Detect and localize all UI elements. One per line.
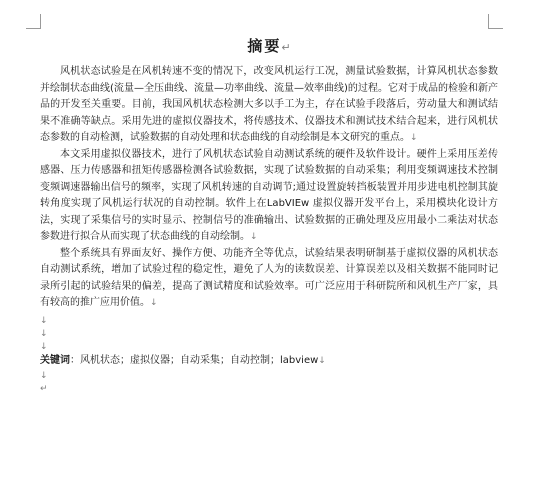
line-break-mark-icon: ↓ <box>318 355 326 366</box>
abstract-paragraph-3: 整个系统具有界面友好、操作方便、功能齐全等优点，试验结果表明研制基于虚拟仪器的风机状态自动测试系统，增加了试验过程的稳定性，避免了人为的读数误差、计算误差以及相关数据不能同时记录所引起的试验结果的偏差，提高了测试精度和试验效率。可广泛应用于科研院所和风机生产厂家，具有较高的推广应用价值。↓ <box>40 247 498 308</box>
empty-line <box>40 327 498 340</box>
keywords-label: 关键词 <box>40 354 70 366</box>
line-break-mark-icon: ↓ <box>40 315 48 326</box>
empty-line <box>40 369 498 382</box>
line-break-mark-icon: ↓ <box>40 328 48 339</box>
line-break-mark-icon: ↓ <box>250 232 258 242</box>
paragraph-mark-icon: ↵ <box>40 383 48 394</box>
empty-line <box>40 314 498 327</box>
abstract-paragraph-1: 风机状态试验是在风机转速不变的情况下，改变风机运行工况，测量试验数据，计算风机状态参数并绘制状态曲线(流量—全压曲线、流量—功率曲线、流量—效率曲线)的过程。它对于成品的检验和新产品的开发至关重要。目前，我国风机状态检测大多以手工为主，存在试验手段落后，劳动量大和测试结果不准确等缺点。采用先进的虚拟仪器技术，将传感技术、仪器技术和测试技术结合起来，进行风机状态参数的自动检测，试验数据的自动处理和状态曲线的自动绘制是本文研究的重点。↓ <box>40 66 498 143</box>
empty-line <box>40 382 498 395</box>
abstract-paragraph-2: 本文采用虚拟仪器技术，进行了风机状态试验自动测试系统的硬件及软件设计。硬件上采用压差传感器、压力传感器和扭矩传感器检测各试验数据，实现了试验数据的自动采集；利用变频调速技术控制变频调速器输出信号的频率，实现了风机转速的自动调节;通过设置旋转挡板装置并用步进电机控制其旋转角度实现了风机运行状况的自动控制。软件上在LabVIEw 虚拟仪器开发平台上，采用模块化设计方法，实现了采集信号的实时显示、控制信号的准确输出、试验数据的正确处理及应用最小二乘法对状态参数进行拟合从而实现了状态曲线的自动绘制。↓ <box>40 148 498 242</box>
abstract-title <box>40 36 498 58</box>
empty-line <box>40 340 498 353</box>
line-break-mark-icon: ↓ <box>410 133 418 143</box>
line-break-mark-icon: ↓ <box>40 341 48 352</box>
paragraph-mark-icon: ↵ <box>281 41 291 54</box>
keywords-text: ：风机状态；虚拟仪器；自动采集；自动控制；labview <box>70 354 319 366</box>
page-corner-mark-top-right <box>488 14 503 29</box>
document-page[interactable] <box>40 34 498 395</box>
keywords-line <box>40 353 498 369</box>
page-corner-mark-top-left <box>26 14 41 29</box>
line-break-mark-icon: ↓ <box>40 370 48 381</box>
line-break-mark-icon: ↓ <box>150 298 158 308</box>
title-text: 摘要 <box>247 37 282 55</box>
